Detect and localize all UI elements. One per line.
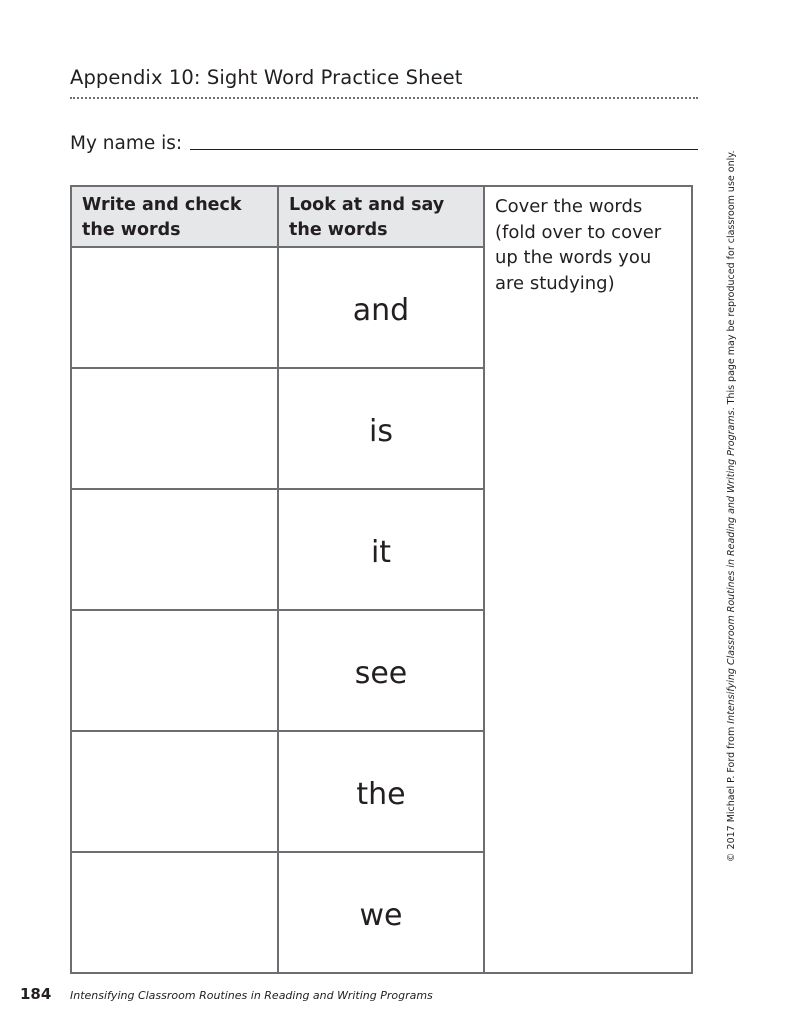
cover-instruction-line-2: (fold over to cover bbox=[495, 221, 662, 243]
header-look-say bbox=[278, 186, 484, 247]
dotted-divider bbox=[70, 97, 698, 99]
sight-word: see bbox=[278, 610, 484, 731]
page-title: Appendix 10: Sight Word Practice Sheet bbox=[70, 66, 463, 89]
sight-word-table bbox=[70, 185, 693, 974]
header-look-say-line-2: the words bbox=[289, 220, 388, 240]
credit-book-title: Intensifying Classroom Routines in Reading and Writing Programs bbox=[726, 410, 737, 724]
header-look-say-line-1: Look at and say bbox=[289, 195, 445, 215]
cover-words-column bbox=[484, 186, 692, 973]
sight-word: the bbox=[278, 731, 484, 852]
cover-instruction-line-1: Cover the words bbox=[495, 196, 643, 217]
sight-word: it bbox=[278, 489, 484, 610]
header-write-check bbox=[71, 186, 278, 247]
write-cell[interactable] bbox=[71, 489, 278, 610]
page-number: 184 bbox=[20, 985, 52, 1003]
write-cell[interactable] bbox=[71, 368, 278, 489]
copyright-credit bbox=[726, 150, 737, 862]
credit-suffix: . This page may be reproduced for classroom use only. bbox=[726, 150, 737, 411]
sight-word: and bbox=[278, 247, 484, 368]
name-write-line bbox=[190, 149, 698, 150]
write-cell[interactable] bbox=[71, 247, 278, 368]
sight-word: we bbox=[278, 852, 484, 973]
header-write-check-line-1: Write and check bbox=[82, 195, 242, 215]
cover-instruction-line-4: are studying) bbox=[495, 272, 615, 294]
footer-book-title: Intensifying Classroom Routines in Reading and Writing Programs bbox=[70, 989, 433, 1002]
write-cell[interactable] bbox=[71, 852, 278, 973]
name-label: My name is: bbox=[70, 133, 183, 154]
write-cell[interactable] bbox=[71, 610, 278, 731]
header-write-check-line-2: the words bbox=[82, 220, 181, 240]
write-cell[interactable] bbox=[71, 731, 278, 852]
sight-word: is bbox=[278, 368, 484, 489]
cover-instruction-line-3: up the words you bbox=[495, 247, 652, 268]
credit-prefix: © 2017 Michael P. Ford from bbox=[726, 723, 737, 862]
